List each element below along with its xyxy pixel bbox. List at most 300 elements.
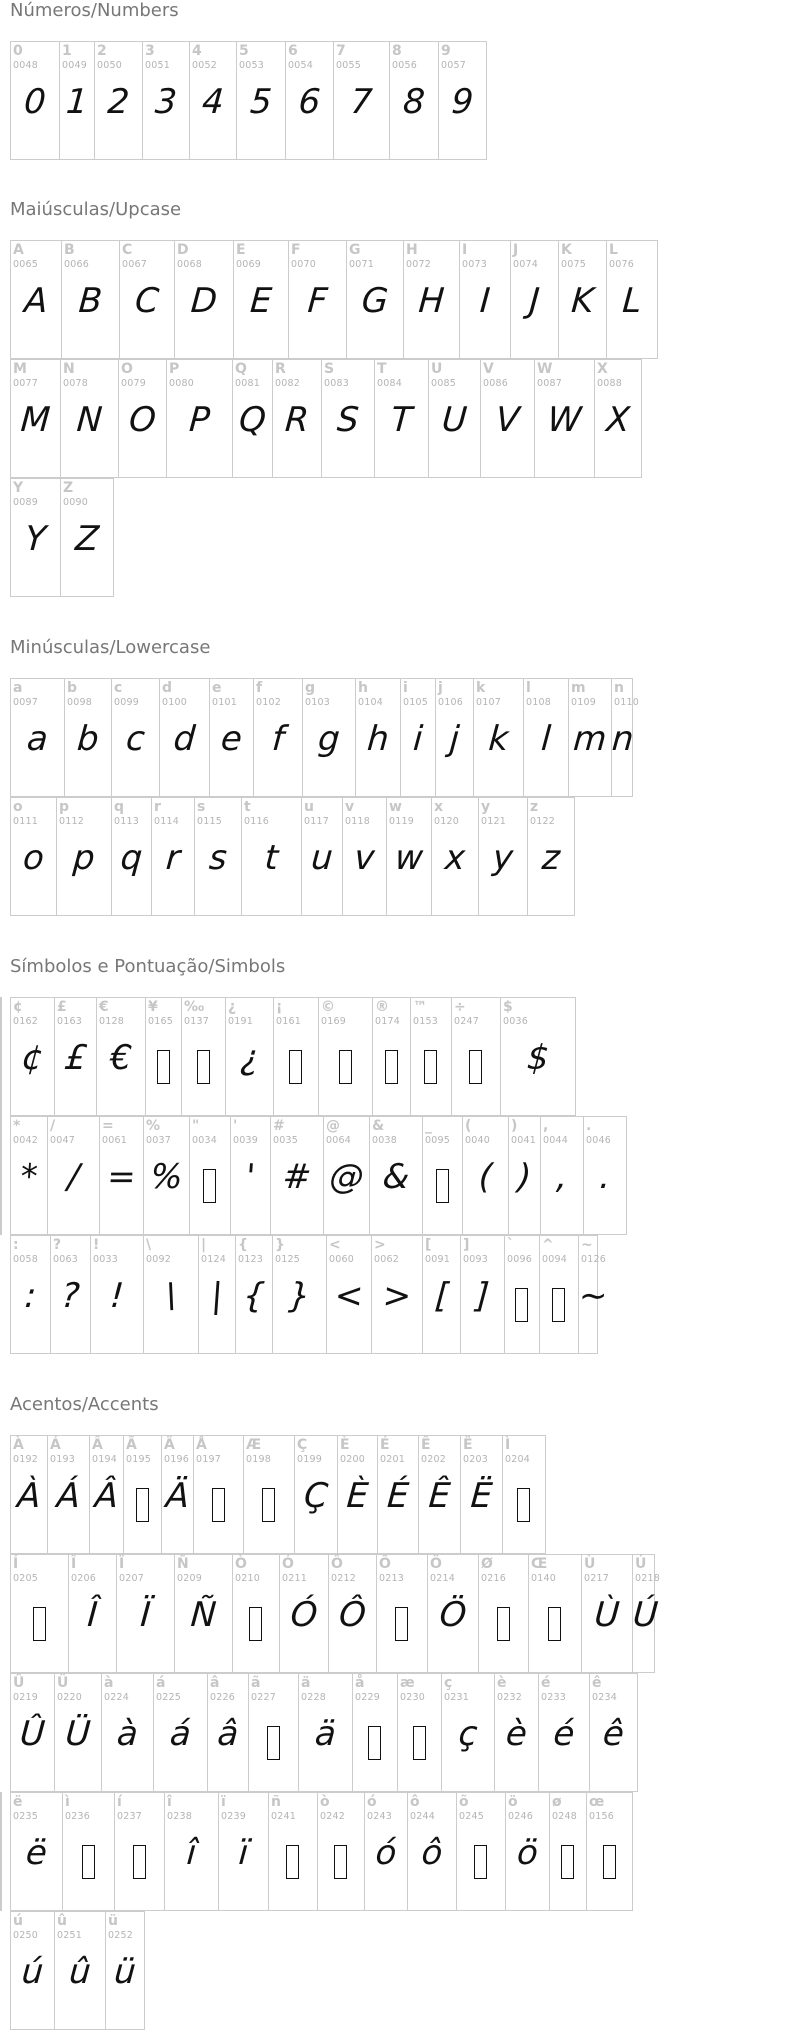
missing-glyph-icon [517,1488,530,1522]
cell-character-label: b [67,680,78,696]
cell-character-label: n [614,680,624,696]
glyph-sample: < [333,1276,365,1316]
glyph-cell [431,797,479,916]
glyph-cell [243,1435,295,1554]
glyph-cell [400,678,436,797]
glyph-cell [47,1435,90,1554]
glyph-cell [198,1235,236,1354]
cell-code-label: 0224 [104,1692,129,1703]
cell-character-label: G [349,242,361,258]
glyph-sample: è [504,1714,529,1754]
cell-character-label: k [476,680,486,696]
glyph-cell [10,1673,55,1792]
cell-character-label: l [526,680,531,696]
cell-character-label: ô [410,1794,420,1810]
glyph-cell [241,797,302,916]
glyph-cell [111,678,160,797]
missing-glyph-icon [289,1050,302,1084]
glyph-sample: Ï [139,1595,152,1635]
glyph-cell [407,1792,457,1911]
cell-code-label: 0105 [403,697,428,708]
missing-glyph-icon [249,1607,262,1641]
cell-code-label: 0066 [64,259,89,270]
cell-code-label: 0103 [305,697,330,708]
glyph-sample: ó [374,1833,398,1873]
cell-character-label: ò [320,1794,330,1810]
cell-character-label: ï [221,1794,226,1810]
glyph-sample: È [345,1476,370,1516]
cell-code-label: 0217 [584,1573,609,1584]
cell-character-label: ( [465,1118,472,1134]
cell-character-label: ] [463,1237,470,1253]
glyph-sample: 1 [64,82,90,122]
glyph-sample: u [309,838,335,878]
cell-character-label: O [121,361,133,377]
cell-character-label: v [345,799,355,815]
cell-code-label: 0204 [505,1454,530,1465]
cell-code-label: 0216 [481,1573,506,1584]
cell-code-label: 0080 [169,378,194,389]
glyph-sample: & [381,1157,411,1197]
glyph-cell [10,1116,48,1235]
cell-character-label: 9 [441,43,451,59]
cell-character-label: Ö [430,1556,442,1572]
cell-code-label: 0248 [552,1811,577,1822]
cell-character-label: 3 [145,43,155,59]
glyph-cell [99,1116,144,1235]
cell-character-label: È [340,1437,350,1453]
cell-code-label: 0070 [291,259,316,270]
cell-character-label: é [541,1675,551,1691]
glyph-cell [10,1235,51,1354]
glyph-cell [153,1673,208,1792]
cell-character-label: á [156,1675,166,1691]
cell-code-label: 0200 [340,1454,365,1465]
glyph-sample: ö [515,1833,540,1873]
glyph-cell [189,41,237,160]
missing-glyph-icon [395,1607,408,1641]
glyph-cell [427,1554,479,1673]
glyph-cell [272,1235,327,1354]
cell-code-label: 0069 [236,259,261,270]
glyph-cell [272,359,322,478]
cell-character-label: 6 [288,43,298,59]
glyph-cell [460,1435,503,1554]
glyph-cell [333,41,390,160]
cell-code-label: 0092 [146,1254,171,1265]
cell-code-label: 0213 [379,1573,404,1584]
glyph-cell [494,1673,539,1792]
glyph-sample: Z [73,519,101,559]
glyph-cell [279,1554,329,1673]
cell-code-label: 0140 [531,1573,556,1584]
cell-code-label: 0033 [93,1254,118,1265]
cell-code-label: 0162 [13,1016,38,1027]
glyph-cell [273,997,319,1116]
cell-character-label: ® [375,999,389,1015]
glyph-cell [118,359,167,478]
cell-code-label: 0100 [162,697,187,708]
cell-code-label: 0247 [454,1016,479,1027]
glyph-cell [568,678,612,797]
cell-code-label: 0101 [212,697,237,708]
cell-code-label: 0079 [121,378,146,389]
cell-character-label: ç [444,1675,453,1691]
cell-character-label: ~ [581,1237,593,1253]
cell-character-label: B [64,242,75,258]
cell-character-label: t [244,799,251,815]
cell-character-label: Y [13,480,24,496]
cell-code-label: 0199 [297,1454,322,1465]
cell-character-label: Ù [584,1556,596,1572]
cell-character-label: o [13,799,23,815]
cell-code-label: 0106 [438,697,463,708]
cell-code-label: 0109 [571,697,596,708]
cell-character-label: œ [589,1794,605,1810]
glyph-cell [328,1554,377,1673]
cell-code-label: 0219 [13,1692,38,1703]
cell-character-label: ä [301,1675,311,1691]
glyph-sample: ï [237,1833,250,1873]
missing-glyph-icon [552,1288,565,1322]
cell-code-label: 0065 [13,259,38,270]
glyph-sample: J [528,281,541,321]
glyph-sample: d [172,719,197,759]
cell-code-label: 0040 [465,1135,490,1146]
glyph-sample: N [75,400,104,440]
glyph-cell [285,41,334,160]
cell-code-label: 0038 [372,1135,397,1146]
cell-code-label: 0229 [355,1692,380,1703]
glyph-cell [10,997,55,1116]
glyph-sample: ) [516,1157,533,1197]
missing-glyph-icon [203,1169,216,1203]
glyph-cell [594,359,642,478]
cell-code-label: 0126 [581,1254,606,1265]
missing-glyph-icon [197,1050,210,1084]
glyph-sample: n [610,719,635,759]
cell-character-label: | [201,1237,207,1253]
cell-character-label: õ [459,1794,469,1810]
cell-code-label: 0120 [434,816,459,827]
glyph-cell [230,1116,271,1235]
glyph-cell [606,240,658,359]
glyph-sample: t [263,838,280,878]
glyph-cell [47,1116,100,1235]
glyph-sample: y [491,838,515,878]
cell-character-label: Ô [331,1556,343,1572]
cell-character-label: F [291,242,301,258]
cell-code-label: 0156 [589,1811,614,1822]
glyph-cell [377,1435,419,1554]
cell-code-label: 0226 [210,1692,235,1703]
missing-glyph-icon [548,1607,561,1641]
cell-character-label: a [13,680,23,696]
cell-code-label: 0211 [282,1573,307,1584]
cell-code-label: 0169 [321,1016,346,1027]
glyph-sample: G [360,281,390,321]
cell-character-label: æ [400,1675,415,1691]
cell-code-label: 0124 [201,1254,226,1265]
cell-character-label: m [571,680,586,696]
glyph-sample: ¿ [239,1038,260,1078]
cell-character-label: Z [63,480,74,496]
cell-character-label: Ã [126,1437,137,1453]
glyph-sample: A [22,281,50,321]
cell-character-label: î [167,1794,172,1810]
glyph-sample: á [168,1714,193,1754]
glyph-cell [374,359,429,478]
cell-code-label: 0060 [329,1254,354,1265]
cell-character-label: I [462,242,468,258]
cell-character-label: E [236,242,246,258]
cell-code-label: 0230 [400,1692,425,1703]
cell-code-label: 0057 [441,60,466,71]
glyph-sample: K [569,281,596,321]
cell-code-label: 0197 [196,1454,221,1465]
glyph-cell [194,797,242,916]
cell-character-label: ê [592,1675,602,1691]
glyph-cell [410,997,452,1116]
missing-glyph-icon [339,1050,352,1084]
glyph-cell [248,1673,299,1792]
glyph-cell [337,1435,378,1554]
cell-code-label: 0243 [367,1811,392,1822]
cell-character-label: Ì [505,1437,511,1453]
glyph-sample: Ö [438,1595,468,1635]
glyph-sample: ç [457,1714,479,1754]
glyph-sample: p [71,838,97,878]
glyph-cell [376,1554,428,1673]
cell-character-label: @ [326,1118,340,1134]
cell-code-label: 0056 [392,60,417,71]
glyph-sample: l [539,719,553,759]
glyph-cell [116,1554,175,1673]
glyph-sample: } [287,1276,312,1316]
glyph-cell [54,1673,102,1792]
glyph-cell [174,240,234,359]
cell-character-label: Ø [481,1556,493,1572]
cell-character-label: À [13,1437,24,1453]
glyph-cell [236,41,286,160]
section-title: Minúsculas/Lowercase [10,637,211,658]
glyph-sample: ; [0,1157,2,1197]
cell-code-label: 0246 [508,1811,533,1822]
glyph-cell [94,41,143,160]
cell-character-label: Ó [282,1556,294,1572]
cell-code-label: 0053 [239,60,264,71]
cell-character-label: & [372,1118,385,1134]
glyph-cell [142,41,190,160]
cell-code-label: 0114 [154,816,179,827]
glyph-sample: Ù [593,1595,621,1635]
glyph-cell [151,797,195,916]
cell-code-label: 0161 [276,1016,301,1027]
cell-character-label: p [59,799,70,815]
cell-character-label: A [13,242,24,258]
glyph-sample: Î [86,1595,99,1635]
cell-code-label: 0250 [13,1930,38,1941]
cell-character-label: Q [235,361,247,377]
cell-code-label: 0095 [425,1135,450,1146]
cell-code-label: 0077 [13,378,38,389]
cell-character-label: Æ [246,1437,262,1453]
glyph-cell [105,1911,145,2030]
glyph-sample: À [15,1476,43,1516]
glyph-cell [577,1235,609,1354]
cell-code-label: 0234 [592,1692,617,1703]
glyph-cell [346,240,404,359]
glyph-cell [0,1792,2,1911]
cell-character-label: $ [503,999,513,1015]
glyph-sample: 4 [200,82,226,122]
glyph-cell [143,1235,199,1354]
cell-code-label: 0119 [389,816,414,827]
cell-character-label: û [57,1913,67,1929]
cell-character-label: g [305,680,316,696]
glyph-sample: £ [63,1038,88,1078]
glyph-cell [480,359,535,478]
missing-glyph-icon [267,1726,280,1760]
glyph-cell [586,1792,633,1911]
glyph-sample: 3 [153,82,179,122]
cell-code-label: 0062 [374,1254,399,1265]
missing-glyph-icon [212,1488,225,1522]
cell-code-label: 0212 [331,1573,356,1584]
cell-code-label: 0083 [324,378,349,389]
cell-code-label: 0049 [62,60,87,71]
cell-character-label: Õ [379,1556,391,1572]
missing-glyph-icon [603,1845,616,1879]
cell-code-label: 0091 [425,1254,450,1265]
glyph-sample: ] [474,1276,491,1316]
glyph-sample: [ [433,1276,450,1316]
glyph-sample: : [23,1276,38,1316]
cell-character-label: D [177,242,189,258]
cell-character-label: í [117,1794,122,1810]
glyph-cell [510,240,559,359]
cell-code-label: 0165 [148,1016,173,1027]
section-title: Símbolos e Pontuação/Simbols [10,956,286,977]
cell-code-label: 0086 [483,378,508,389]
glyph-cell [50,1235,91,1354]
cell-character-label: ì [65,1794,70,1810]
cell-code-label: 0251 [57,1930,82,1941]
cell-code-label: 0073 [462,259,487,270]
glyph-sample: 0 [22,82,48,122]
glyph-sample: h [365,719,391,759]
cell-code-label: 0046 [586,1135,611,1146]
glyph-cell [478,1554,529,1673]
cell-character-label: r [154,799,161,815]
cell-character-label: f [256,680,263,696]
cell-character-label: z [530,799,539,815]
glyph-sample: * [19,1157,39,1197]
glyph-cell [68,1554,117,1673]
glyph-cell [0,1116,2,1235]
cell-code-label: 0042 [13,1135,38,1146]
cell-character-label: ú [13,1913,23,1929]
cell-code-label: 0121 [481,816,506,827]
cell-character-label: å [355,1675,365,1691]
cell-code-label: 0137 [184,1016,209,1027]
glyph-cell [10,1792,63,1911]
glyph-sample: o [21,838,46,878]
glyph-cell [10,1554,69,1673]
missing-glyph-icon [413,1726,426,1760]
glyph-cell [298,1673,353,1792]
section-title: Maiúsculas/Upcase [10,199,182,220]
cell-code-label: 0153 [413,1016,438,1027]
cell-character-label: [ [425,1237,432,1253]
glyph-sample: 8 [401,82,427,122]
glyph-sample: û [67,1952,93,1992]
cell-code-label: 0093 [463,1254,488,1265]
missing-glyph-icon [385,1050,398,1084]
glyph-sample: ¢ [20,1038,45,1078]
cell-character-label: 2 [97,43,107,59]
cell-code-label: 0047 [50,1135,75,1146]
glyph-cell [54,997,97,1116]
cell-character-label: Ò [235,1556,247,1572]
glyph-cell [422,1116,463,1235]
glyph-sample: â [216,1714,240,1754]
cell-code-label: 0089 [13,497,38,508]
glyph-sample: Á [55,1476,82,1516]
glyph-sample: C [133,281,161,321]
cell-character-label: ^ [542,1237,554,1253]
glyph-cell [56,797,112,916]
glyph-sample: c [124,719,147,759]
cell-character-label: Ê [421,1437,431,1453]
cell-character-label: ø [552,1794,562,1810]
glyph-cell [462,1116,509,1235]
cell-character-label: : [13,1237,19,1253]
cell-code-label: 0096 [507,1254,532,1265]
cell-code-label: 0233 [541,1692,566,1703]
cell-code-label: 0117 [304,816,329,827]
cell-code-label: 0252 [108,1930,133,1941]
cell-code-label: 0052 [192,60,217,71]
glyph-cell [61,240,120,359]
glyph-cell [540,1116,584,1235]
cell-code-label: 0174 [375,1016,400,1027]
glyph-cell [60,478,114,597]
cell-character-label: 8 [392,43,402,59]
glyph-cell [473,678,524,797]
cell-code-label: 0244 [410,1811,435,1822]
glyph-cell [10,797,57,916]
glyph-sample: U [440,400,469,440]
glyph-cell [428,359,481,478]
cell-code-label: 0039 [233,1135,258,1146]
glyph-sample: î [185,1833,198,1873]
glyph-cell [631,1554,660,1673]
glyph-cell [317,1792,365,1911]
missing-glyph-icon [136,1488,149,1522]
glyph-sample: ä [313,1714,338,1754]
glyph-cell [355,678,401,797]
glyph-cell [288,240,347,359]
cell-code-label: 0074 [513,259,538,270]
glyph-sample: L [621,281,643,321]
cell-code-label: 0036 [503,1016,528,1027]
cell-character-label: w [389,799,402,815]
glyph-sample: $ [525,1038,551,1078]
cell-character-label: } [275,1237,285,1253]
glyph-cell [460,1235,505,1354]
glyph-cell [159,678,210,797]
